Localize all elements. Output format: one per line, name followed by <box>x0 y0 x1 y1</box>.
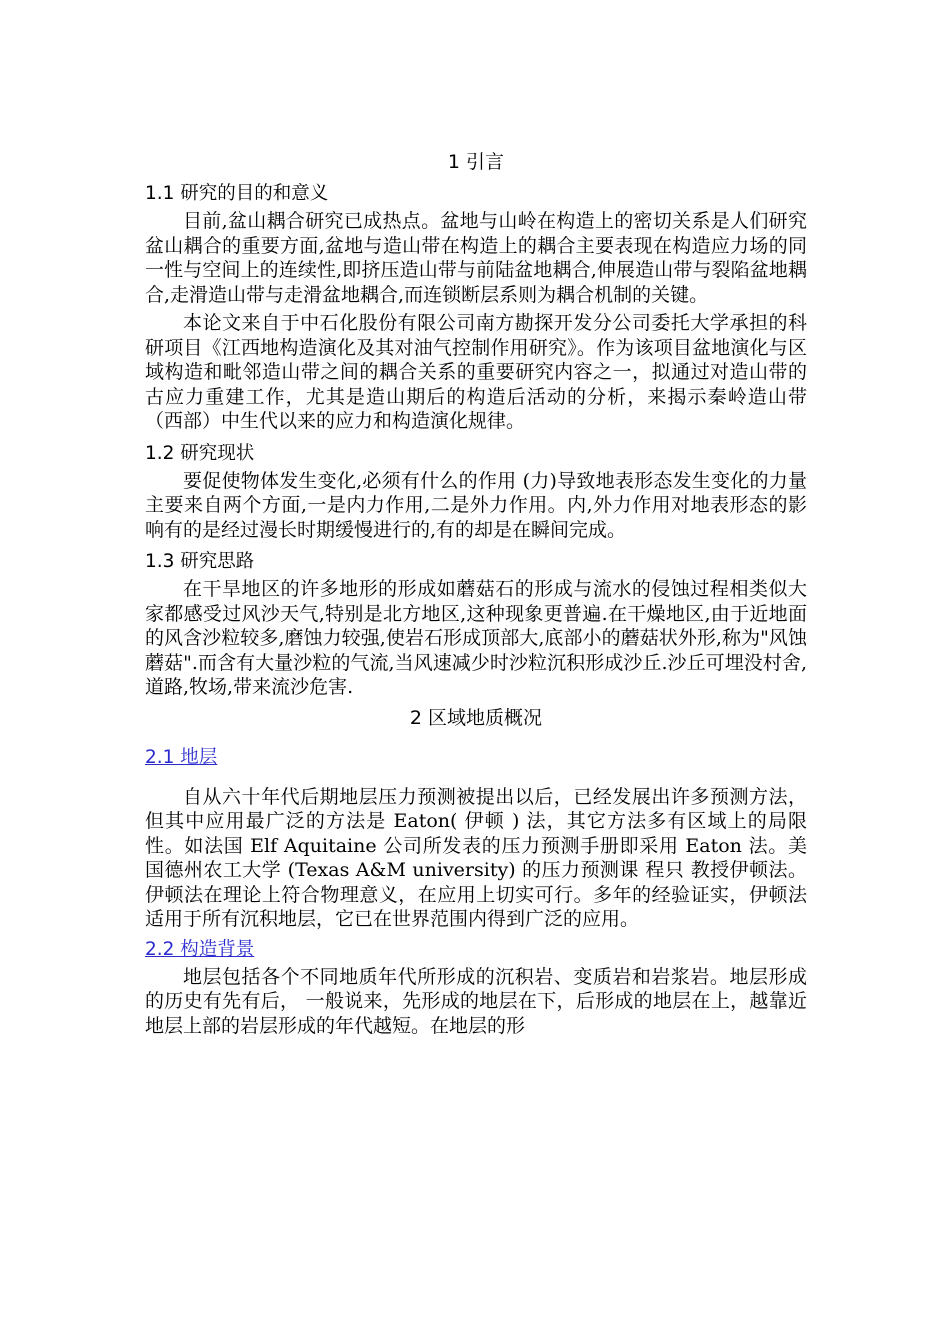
section-2-2-paragraph-1: 地层包括各个不同地质年代所形成的沉积岩、变质岩和岩浆岩。地层形成的历史有先有后， 一般说来，先形成的地层在下，后形成的地层在上，越靠近地层上部的岩层形成的年代越短。在地层的形 <box>145 965 807 1037</box>
section-1-3-paragraph-1: 在干旱地区的许多地形的形成如蘑菇石的形成与流水的侵蚀过程相类似大家都感受过风沙天气,特别是北方地区,这种现象更普遍.在干燥地区,由于近地面的风含沙粒较多,磨蚀力较强,使岩石形成顶部大,底部小的蘑菇状外形,称为"风蚀蘑菇".而含有大量沙粒的气流,当风速减少时沙粒沉积形成沙丘.沙丘可埋没村舍,道路,牧场,带来流沙危害. <box>145 578 807 698</box>
section-1-1-paragraph-1: 目前,盆山耦合研究已成热点。盆地与山岭在构造上的密切关系是人们研究盆山耦合的重要方面,盆地与造山带在构造上的耦合主要表现在构造应力场的同一性与空间上的连续性,即挤压造山带与前陆盆地耦合,伸展造山带与裂陷盆地耦合,走滑造山带与走滑盆地耦合,而连锁断层系则为耦合机制的关键。 <box>145 210 807 306</box>
section-1-1-heading: 1.1 研究的目的和意义 <box>145 183 329 204</box>
section-2-1-heading-link[interactable]: 2.1 地层 <box>145 746 218 768</box>
section-1-1-paragraph-2: 本论文来自于中石化股份有限公司南方勘探开发分公司委托大学承担的科研项目《江西地构造演化及其对油气控制作用研究》。作为该项目盆地演化与区域构造和毗邻造山带之间的耦合关系的重要研究内容之一，拟通过对造山带的古应力重建工作，尤其是造山期后的构造后活动的分析，来揭示秦岭造山带（西部）中生代以来的应力和构造演化规律。 <box>145 312 807 432</box>
document-page <box>145 148 807 1038</box>
chapter-2-title: 2 区域地质概况 <box>409 706 543 729</box>
section-2-1-paragraph-1: 自从六十年代后期地层压力预测被提出以后，已经发展出许多预测方法，但其中应用最广泛的方法是 Eaton( 伊顿 ) 法，其它方法多有区域上的局限性。如法国 Elf Aquitaine 公司所发表的压力预测手册即采用 Eaton 法。美国德州农工大学 (Texas A&M university) 的压力预测课 程只 教授伊顿法。伊顿法在理论上符合物理意义，在应用上切实可行。多年的经验证实，伊顿法适用于所有沉积地层，它已在世界范围内得到广泛的应用。 <box>145 785 807 930</box>
section-1-2-paragraph-1: 要促使物体发生变化,必须有什么的作用 (力)导致地表形态发生变化的力量主要来自两个方面,一是内力作用,二是外力作用。内,外力作用对地表形态的影响有的是经过漫长时期缓慢进行的,有的却是在瞬间完成。 <box>145 469 807 541</box>
section-2-2-heading-link[interactable]: 2.2 构造背景 <box>145 938 255 960</box>
section-1-3-heading: 1.3 研究思路 <box>145 551 255 572</box>
section-1-2-heading: 1.2 研究现状 <box>145 442 255 464</box>
chapter-1-title: 1 引言 <box>447 151 505 173</box>
